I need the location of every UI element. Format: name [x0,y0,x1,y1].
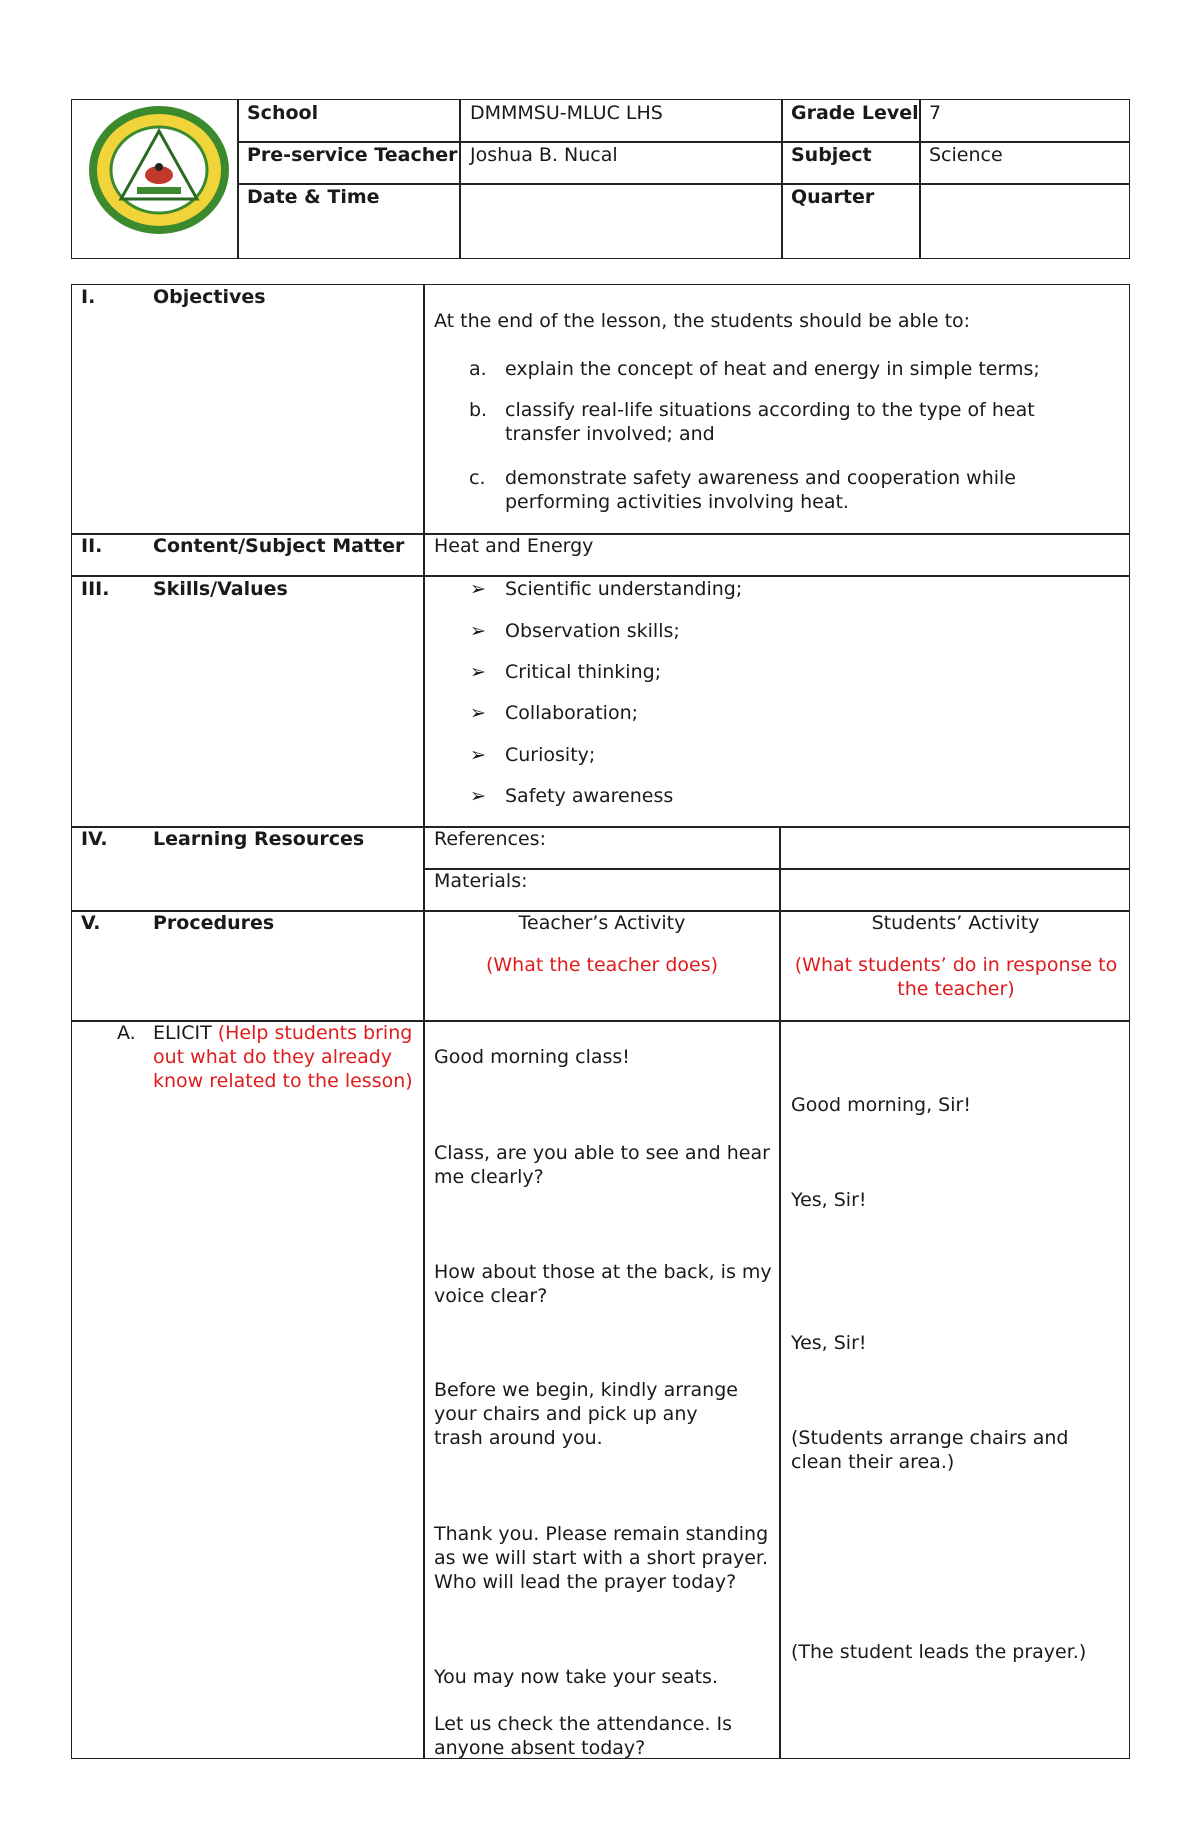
teacher-value: Joshua B. Nucal [470,144,618,166]
procedures-number: V. [81,912,101,934]
objective-item-c: demonstrate safety awareness and cooperation while performing activities involving heat. [505,467,1016,513]
teacher-line: You may now take your seats. [434,1666,718,1688]
bullet-icon: ➢ [470,702,486,724]
teacher-activity-heading: Teacher’s Activity [518,912,686,934]
bullet-icon: ➢ [470,744,486,766]
elicit-title: ELICIT [153,1022,212,1044]
objectives-number: I. [81,286,96,308]
content-label: Content/Subject Matter [153,535,405,557]
elicit-note: (Help students bring out what do they already know related to the lesson) [153,1022,413,1092]
procedures-label: Procedures [153,912,275,934]
objectives-label: Objectives [153,286,266,308]
school-value: DMMMSU-MLUC LHS [470,102,663,124]
teacher-line: Before we begin, kindly arrange your chairs and pick up any trash around you. [434,1379,738,1449]
skill-item: Observation skills; [505,620,680,642]
references-label: References: [434,828,546,850]
bullet-icon: ➢ [470,785,486,807]
bullet-icon: ➢ [470,661,486,683]
date-time-label: Date & Time [247,186,380,208]
subject-value: Science [929,144,1003,166]
objective-item-b: classify real-life situations according to the type of heat transfer involved; and [505,399,1035,445]
objective-letter-c: c. [469,467,486,489]
skill-item: Collaboration; [505,702,639,724]
student-line: (Students arrange chairs and clean their area.) [791,1427,1069,1473]
resources-label: Learning Resources [153,828,365,850]
content-value: Heat and Energy [434,535,594,557]
skill-item: Scientific understanding; [505,578,743,600]
objective-letter-b: b. [469,399,488,421]
content-number: II. [81,535,103,557]
student-line: Good morning, Sir! [791,1094,971,1116]
skill-item: Curiosity; [505,744,596,766]
student-line: (The student leads the prayer.) [791,1641,1087,1663]
teacher-line: Class, are you able to see and hear me clearly? [434,1142,770,1188]
teacher-line: Let us check the attendance. Is anyone absent today? [434,1713,733,1759]
skills-label: Skills/Values [153,578,288,600]
student-activity-note: (What students’ do in response to the teacher) [794,954,1118,1000]
teacher-line: Good morning class! [434,1046,630,1068]
objectives-intro: At the end of the lesson, the students should be able to: [434,310,971,332]
objective-item-a: explain the concept of heat and energy in simple terms; [505,358,1040,380]
teacher-line: Thank you. Please remain standing as we will start with a short prayer. Who will lead the prayer today? [434,1523,769,1593]
elicit-letter: A. [117,1022,136,1044]
objective-letter-a: a. [469,358,487,380]
teacher-label: Pre-service Teacher [247,144,458,166]
teacher-line: How about those at the back, is my voice clear? [434,1261,772,1307]
school-label: School [247,102,319,124]
resources-number: IV. [81,828,108,850]
grade-level-label: Grade Level [791,102,919,124]
school-seal-icon [87,103,232,238]
subject-label: Subject [791,144,872,166]
bullet-icon: ➢ [470,578,486,600]
student-activity-heading: Students’ Activity [871,912,1040,934]
materials-label: Materials: [434,870,528,892]
skills-number: III. [81,578,110,600]
elicit-heading [153,1021,415,1093]
skill-item: Critical thinking; [505,661,662,683]
skill-item: Safety awareness [505,785,674,807]
bullet-icon: ➢ [470,620,486,642]
grade-level-value: 7 [929,102,942,124]
student-line: Yes, Sir! [791,1189,867,1211]
quarter-label: Quarter [791,186,875,208]
student-line: Yes, Sir! [791,1332,867,1354]
teacher-activity-note: (What the teacher does) [485,954,719,976]
